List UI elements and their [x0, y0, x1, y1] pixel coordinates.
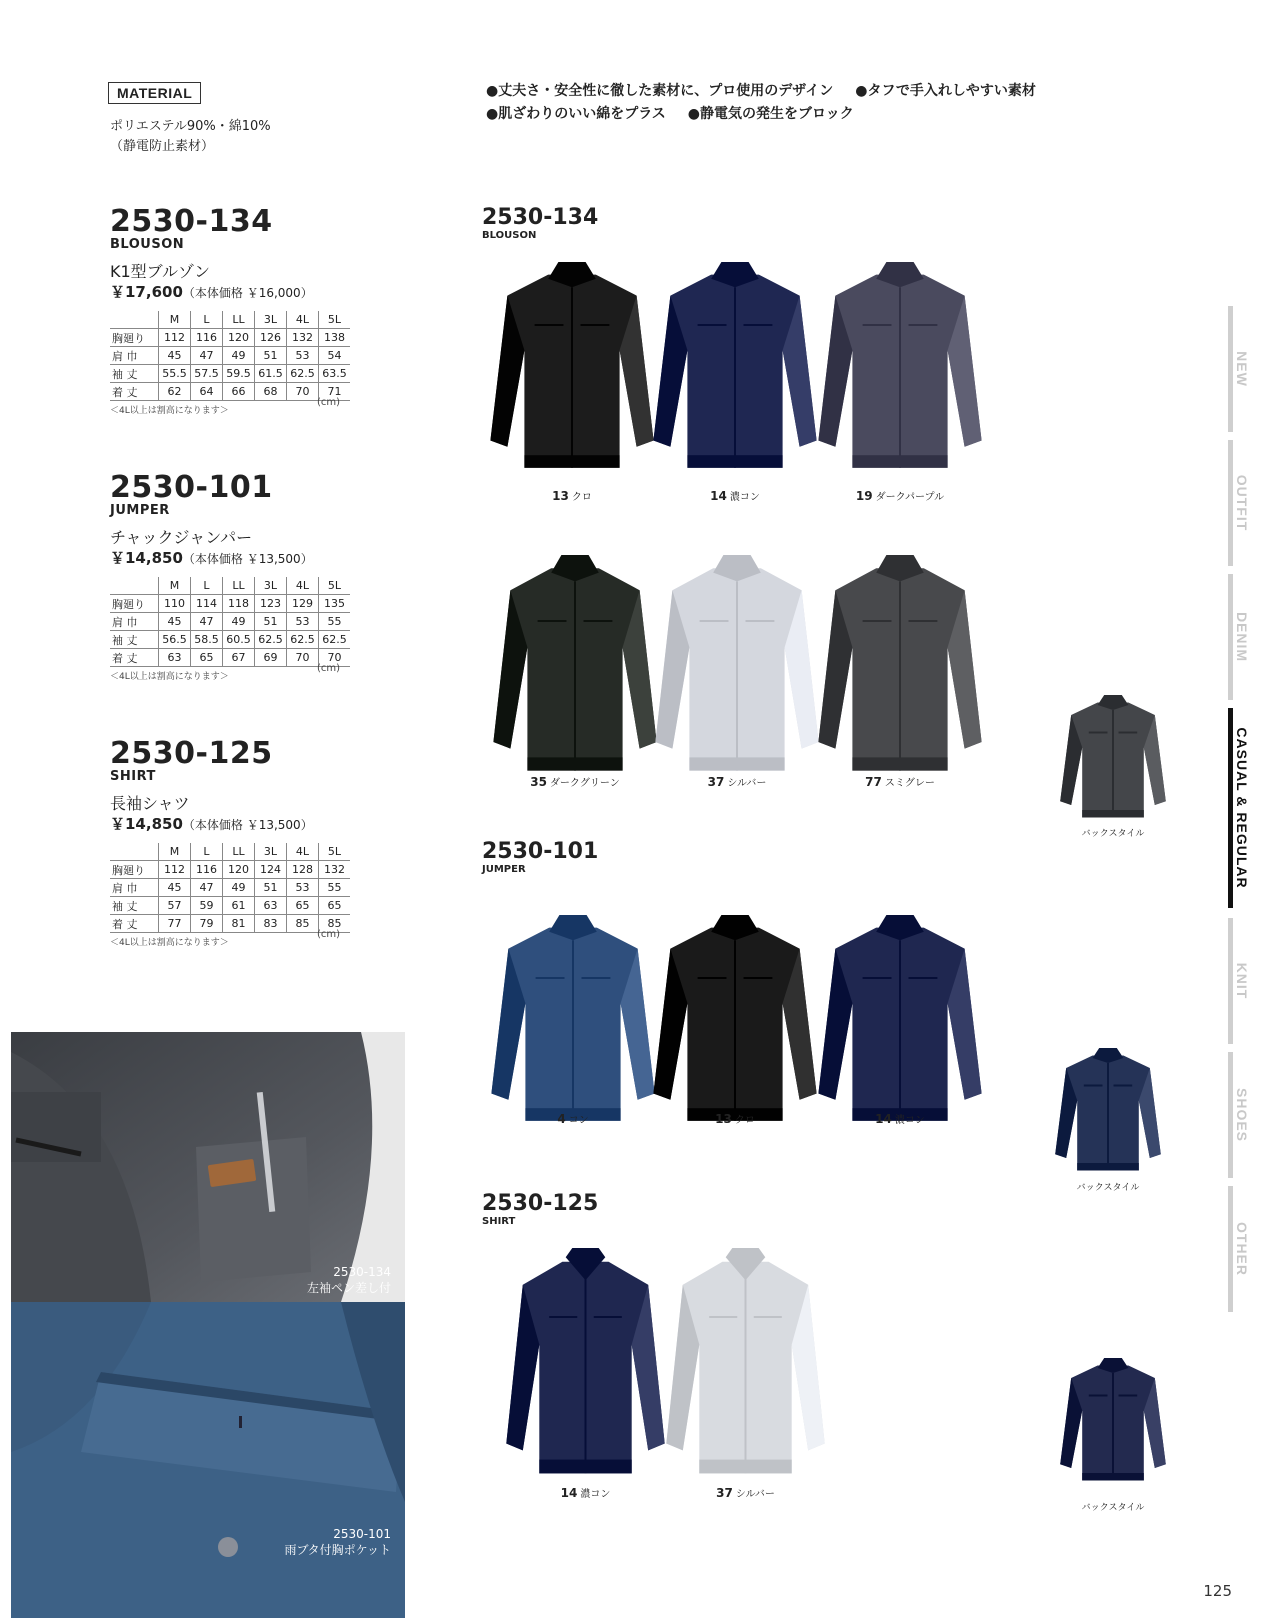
table-cell: 126 [255, 329, 287, 347]
product-price: ￥14,850（本体価格 ￥13,500） [110, 815, 313, 833]
side-nav-label: OTHER [1234, 1222, 1250, 1276]
side-nav-label: CASUAL & REGULAR [1234, 727, 1250, 889]
table-row [110, 383, 350, 401]
table-cell: 53 [287, 347, 319, 365]
size-header: L [191, 843, 223, 861]
size-note: ＜4L以上は割高になります＞ [110, 672, 229, 682]
feature-list [486, 80, 1058, 126]
color-caption [830, 488, 970, 503]
detail-photo-pen-pocket [11, 1032, 405, 1302]
row-label: 着 丈 [110, 649, 159, 667]
table-cell: 120 [223, 329, 255, 347]
feature-item: ●静電気の発生をブロック [687, 106, 854, 122]
product-name: 長袖シャツ [110, 794, 190, 813]
table-cell: 57 [159, 897, 191, 915]
size-header: 4L [287, 843, 319, 861]
table-cell: 61 [223, 897, 255, 915]
color-number: 37 [707, 775, 725, 789]
color-name: クロ [734, 1115, 755, 1126]
table-cell: 45 [159, 347, 191, 365]
side-nav-denim[interactable] [1228, 574, 1268, 700]
size-header: M [159, 311, 191, 329]
size-header: M [159, 843, 191, 861]
table-cell: 62.5 [287, 631, 319, 649]
size-header: 5L [319, 577, 351, 595]
product-price: ￥17,600（本体価格 ￥16,000） [110, 283, 313, 301]
color-name: 濃コン [580, 1489, 611, 1500]
product-price: ￥14,850（本体価格 ￥13,500） [110, 549, 313, 567]
table-cell: 47 [191, 347, 223, 365]
garment-image [663, 1248, 828, 1482]
size-header: 3L [255, 311, 287, 329]
product-spec-block [110, 738, 350, 949]
side-nav-label: DENIM [1234, 611, 1250, 663]
table-cell: 132 [319, 861, 351, 879]
color-name: ダークグリーン [549, 778, 620, 789]
row-label: 胸廻り [110, 861, 159, 879]
back-style-image [1058, 695, 1168, 824]
color-caption [665, 488, 805, 503]
garment-image [487, 262, 657, 476]
gallery-heading-shirt: 2530-125 SHIRT [482, 1191, 599, 1227]
garment-image [652, 555, 822, 779]
color-name: スミグレー [884, 778, 935, 789]
table-cell: 49 [223, 879, 255, 897]
size-header-row [110, 843, 350, 861]
side-nav-other[interactable] [1228, 1186, 1268, 1312]
product-code: 2530-101 [110, 470, 273, 505]
garment-image [815, 915, 985, 1129]
side-nav-label: OUTFIT [1234, 474, 1250, 532]
detail-photo-caption: 2530-134 左袖ペン差し付 [306, 1265, 391, 1295]
table-cell: 64 [191, 383, 223, 401]
table-cell: 62.5 [287, 365, 319, 383]
table-row [110, 347, 350, 365]
gallery-heading-jumper: 2530-101 JUMPER [482, 839, 599, 875]
table-cell: 55 [319, 613, 351, 631]
size-note: ＜4L以上は割高になります＞ [110, 406, 229, 416]
table-cell: 54 [319, 347, 351, 365]
side-nav-label: NEW [1234, 351, 1250, 387]
garment-image [490, 555, 660, 779]
material-antistatic: （静電防止素材） [110, 139, 215, 154]
table-cell: 118 [223, 595, 255, 613]
size-header: LL [223, 577, 255, 595]
color-number: 14 [875, 1112, 892, 1126]
color-name: コン [568, 1115, 589, 1126]
table-cell: 61.5 [255, 365, 287, 383]
product-name: チャックジャンパー [110, 528, 253, 547]
table-cell: 63 [255, 897, 287, 915]
table-cell: 51 [255, 879, 287, 897]
product-type: JUMPER [110, 503, 170, 518]
table-cell: 63 [159, 649, 191, 667]
color-name: 濃コン [894, 1115, 925, 1126]
unit-label: (cm) [316, 397, 340, 408]
color-caption [667, 774, 807, 789]
size-header: 5L [319, 843, 351, 861]
side-nav-label: SHOES [1234, 1087, 1250, 1143]
table-cell: 123 [255, 595, 287, 613]
table-cell: 70 [319, 649, 351, 667]
garment-image [815, 555, 985, 779]
row-label: 肩 巾 [110, 879, 159, 897]
row-label: 着 丈 [110, 383, 159, 401]
size-header: LL [223, 843, 255, 861]
table-cell: 79 [191, 915, 223, 933]
color-caption [830, 774, 970, 789]
size-header-row [110, 311, 350, 329]
table-cell: 55.5 [159, 365, 191, 383]
table-cell: 53 [287, 879, 319, 897]
table-cell: 70 [287, 383, 319, 401]
row-label: 袖 丈 [110, 631, 159, 649]
back-style-image [1058, 1358, 1168, 1487]
size-table [110, 577, 350, 667]
color-number: 4 [557, 1112, 566, 1126]
table-cell: 65 [287, 897, 319, 915]
table-cell: 59 [191, 897, 223, 915]
row-label: 胸廻り [110, 329, 159, 347]
table-row [110, 631, 350, 649]
color-name: クロ [571, 492, 592, 503]
table-cell: 49 [223, 347, 255, 365]
feature-row [486, 80, 1058, 103]
side-nav-bar [1228, 440, 1233, 566]
garment-image [650, 262, 820, 476]
table-cell: 71 [319, 383, 351, 401]
table-cell: 70 [287, 649, 319, 667]
table-cell: 62.5 [319, 631, 351, 649]
detail-photo-caption: 2530-101 雨ブタ付胸ポケット [284, 1527, 391, 1557]
table-cell: 85 [319, 915, 351, 933]
side-nav-new[interactable] [1228, 306, 1268, 432]
base-price: （本体価格 ￥13,500） [182, 818, 313, 832]
table-cell: 51 [255, 613, 287, 631]
side-nav-bar [1228, 574, 1233, 700]
material-text [110, 117, 271, 157]
color-number: 37 [716, 1486, 733, 1500]
table-cell: 51 [255, 347, 287, 365]
table-cell: 57.5 [191, 365, 223, 383]
product-type: BLOUSON [110, 237, 185, 252]
table-cell: 63.5 [319, 365, 351, 383]
table-cell: 47 [191, 879, 223, 897]
product-name: K1型ブルゾン [110, 262, 211, 281]
color-caption [516, 1485, 656, 1500]
feature-item: ●丈夫さ・安全性に徹した素材に、プロ使用のデザイン [486, 83, 834, 99]
product-type: SHIRT [110, 769, 156, 784]
color-caption [502, 488, 642, 503]
table-row [110, 915, 350, 933]
color-caption [503, 1111, 643, 1126]
table-row [110, 861, 350, 879]
table-cell: 132 [287, 329, 319, 347]
table-cell: 124 [255, 861, 287, 879]
garment-image [650, 915, 820, 1129]
table-cell: 129 [287, 595, 319, 613]
table-row [110, 879, 350, 897]
color-name: ダークパープル [875, 492, 945, 503]
unit-label: (cm) [316, 663, 340, 674]
table-cell: 77 [159, 915, 191, 933]
color-number: 13 [552, 489, 569, 503]
size-header: 3L [255, 577, 287, 595]
product-code: 2530-134 [110, 204, 273, 239]
table-cell: 81 [223, 915, 255, 933]
table-cell: 83 [255, 915, 287, 933]
table-cell: 65 [191, 649, 223, 667]
table-cell: 120 [223, 861, 255, 879]
material-badge: MATERIAL [108, 82, 201, 104]
row-label: 肩 巾 [110, 613, 159, 631]
size-header: 4L [287, 577, 319, 595]
side-nav-bar [1228, 1052, 1233, 1178]
side-nav-outfit[interactable] [1228, 440, 1268, 566]
table-cell: 138 [319, 329, 351, 347]
size-table [110, 843, 350, 933]
size-table [110, 311, 350, 401]
table-row [110, 329, 350, 347]
table-cell: 53 [287, 613, 319, 631]
row-label: 肩 巾 [110, 347, 159, 365]
table-cell: 62 [159, 383, 191, 401]
table-row [110, 897, 350, 915]
product-code: 2530-125 [110, 736, 273, 771]
table-cell: 66 [223, 383, 255, 401]
side-nav-bar [1228, 708, 1233, 908]
garment-image [815, 262, 985, 476]
table-cell: 56.5 [159, 631, 191, 649]
table-cell: 59.5 [223, 365, 255, 383]
size-header: L [191, 577, 223, 595]
side-nav-knit[interactable] [1228, 918, 1268, 1044]
row-label: 着 丈 [110, 915, 159, 933]
table-cell: 68 [255, 383, 287, 401]
size-note: ＜4L以上は割高になります＞ [110, 938, 229, 948]
color-caption [665, 1111, 805, 1126]
side-nav-label: KNIT [1234, 962, 1250, 1000]
back-style-caption: バックスタイル [1076, 1183, 1140, 1193]
size-header: M [159, 577, 191, 595]
size-header: LL [223, 311, 255, 329]
back-style-image [1053, 1048, 1163, 1177]
table-cell: 110 [159, 595, 191, 613]
color-number: 13 [715, 1112, 732, 1126]
table-cell: 69 [255, 649, 287, 667]
table-cell: 116 [191, 861, 223, 879]
product-spec-block [110, 206, 350, 417]
table-cell: 55 [319, 879, 351, 897]
color-name: 濃コン [729, 492, 760, 503]
table-cell: 112 [159, 861, 191, 879]
feature-item: ●タフで手入れしやすい素材 [855, 83, 1036, 99]
size-header: 5L [319, 311, 351, 329]
table-cell: 128 [287, 861, 319, 879]
table-cell: 112 [159, 329, 191, 347]
base-price: （本体価格 ￥13,500） [182, 552, 313, 566]
product-spec-block [110, 472, 350, 683]
table-row [110, 613, 350, 631]
table-cell: 135 [319, 595, 351, 613]
table-cell: 62.5 [255, 631, 287, 649]
color-name: シルバー [727, 778, 767, 789]
size-header: 3L [255, 843, 287, 861]
color-number: 14 [710, 489, 727, 503]
size-header-row [110, 577, 350, 595]
color-number: 14 [560, 1486, 578, 1500]
row-label: 袖 丈 [110, 897, 159, 915]
color-name: シルバー [735, 1489, 775, 1500]
back-style-caption: バックスタイル [1081, 1503, 1145, 1513]
garment-image [503, 1248, 668, 1482]
row-label: 袖 丈 [110, 365, 159, 383]
color-number: 77 [865, 775, 882, 789]
side-nav-bar [1228, 918, 1233, 1044]
feature-item: ●肌ざわりのいい綿をプラス [486, 106, 666, 122]
table-cell: 114 [191, 595, 223, 613]
base-price: （本体価格 ￥16,000） [182, 286, 313, 300]
table-cell: 65 [319, 897, 351, 915]
color-caption [830, 1111, 970, 1126]
table-cell: 45 [159, 879, 191, 897]
detail-photo-chest-pocket [11, 1302, 405, 1618]
table-cell: 49 [223, 613, 255, 631]
side-nav-casual-regular[interactable] [1228, 708, 1268, 908]
size-header: L [191, 311, 223, 329]
side-nav-bar [1228, 306, 1233, 432]
feature-row [486, 103, 1058, 126]
garment-image [488, 915, 658, 1129]
table-row [110, 649, 350, 667]
table-cell: 58.5 [191, 631, 223, 649]
table-row [110, 365, 350, 383]
unit-label: (cm) [316, 929, 340, 940]
table-row [110, 595, 350, 613]
back-style-caption: バックスタイル [1081, 829, 1145, 839]
color-number: 19 [855, 489, 873, 503]
side-nav-shoes[interactable] [1228, 1052, 1268, 1178]
table-cell: 45 [159, 613, 191, 631]
color-number: 35 [530, 775, 547, 789]
size-header: 4L [287, 311, 319, 329]
page-number: 125 [1203, 1582, 1232, 1600]
table-cell: 47 [191, 613, 223, 631]
color-caption [676, 1485, 816, 1500]
table-cell: 60.5 [223, 631, 255, 649]
table-cell: 67 [223, 649, 255, 667]
table-cell: 116 [191, 329, 223, 347]
row-label: 胸廻り [110, 595, 159, 613]
color-caption [505, 774, 645, 789]
material-composition: ポリエステル90%・綿10% [110, 119, 271, 134]
table-cell: 85 [287, 915, 319, 933]
gallery-heading-blouson: 2530-134 BLOUSON [482, 205, 599, 241]
side-nav-bar [1228, 1186, 1233, 1312]
